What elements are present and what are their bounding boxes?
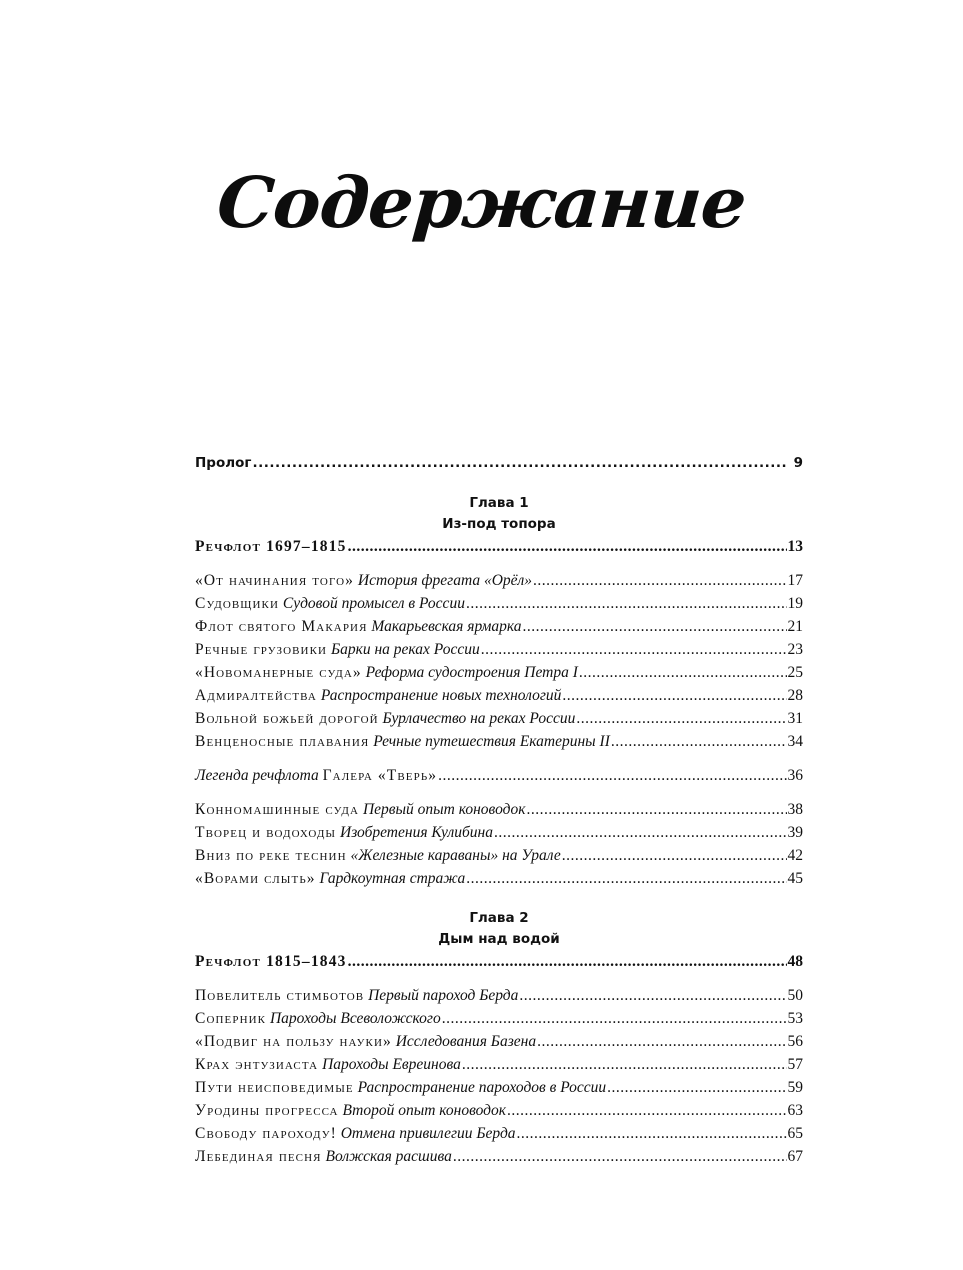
- dot-leader: [537, 1030, 786, 1053]
- dot-leader: [607, 1076, 786, 1099]
- dot-leader: [438, 764, 786, 787]
- toc-entry[interactable]: [195, 569, 803, 592]
- dot-leader: [562, 844, 787, 867]
- chapter-2-title: Дым над водой: [438, 931, 560, 947]
- toc-entry[interactable]: [195, 1145, 803, 1168]
- toc-entry[interactable]: [195, 638, 803, 661]
- page-number: 63: [787, 1102, 803, 1119]
- toc-entry[interactable]: [195, 730, 803, 753]
- toc-entry[interactable]: [195, 867, 803, 890]
- toc-entry[interactable]: [195, 592, 803, 615]
- entry-subtitle: Речные путешествия Екатерины II: [373, 733, 610, 750]
- entry-subtitle: Гардкоутная стража: [319, 870, 466, 887]
- entry-heading: Речные грузовики: [195, 641, 328, 658]
- dot-leader: [579, 661, 787, 684]
- dot-leader: [522, 615, 786, 638]
- entry-subtitle: Пароходы Всеволожского: [269, 1010, 441, 1027]
- page-number: 9: [793, 455, 803, 471]
- page-number: 38: [787, 801, 803, 818]
- dot-leader: [562, 684, 786, 707]
- entry-heading: Свободу пароходу!: [195, 1125, 337, 1142]
- dot-leader: [348, 535, 787, 558]
- page-number: 67: [787, 1148, 803, 1165]
- dot-leader: [453, 1145, 787, 1168]
- page-number: 19: [787, 595, 803, 612]
- entry-subtitle: Изобретения Кулибина: [340, 824, 493, 841]
- entry-subtitle: Первый опыт коноводок: [362, 801, 526, 818]
- entry-heading: «Ворами слыть»: [195, 870, 316, 887]
- entry-subtitle: Волжская расшива: [325, 1148, 452, 1165]
- dot-leader: [576, 707, 786, 730]
- dot-leader: [466, 867, 786, 890]
- chapter-2-number: Глава 2: [469, 910, 529, 926]
- page-title: Содержание: [214, 161, 749, 244]
- overview-label: Речфлот 1815–1843: [195, 953, 347, 970]
- dot-leader: [481, 638, 787, 661]
- prologue-label: Пролог: [195, 455, 252, 471]
- toc-entry[interactable]: [195, 984, 803, 1007]
- entry-heading: Флот святого Макария: [195, 618, 368, 635]
- entry-heading: Крах энтузиаста: [195, 1056, 319, 1073]
- toc-entry[interactable]: [195, 844, 803, 867]
- chapter-1-number: Глава 1: [469, 495, 529, 511]
- dot-leader: [526, 798, 786, 821]
- entry-heading: Вольной божьей дорогой: [195, 710, 379, 727]
- entry-subtitle: Пароходы Евреинова: [322, 1056, 461, 1073]
- page-number: 34: [787, 733, 803, 750]
- entry-subtitle: Реформа судостроения Петра I: [365, 664, 578, 681]
- entry-subtitle: Первый пароход Берда: [368, 987, 519, 1004]
- table-of-contents: [195, 452, 803, 1168]
- toc-entry[interactable]: [195, 684, 803, 707]
- page-number: 17: [787, 572, 803, 589]
- page-number: 59: [787, 1079, 803, 1096]
- dot-leader: [462, 1053, 787, 1076]
- entry-subtitle: Распространение новых технологий: [320, 687, 562, 704]
- entry-heading: Венценосные плавания: [195, 733, 370, 750]
- page-number: 36: [787, 767, 803, 784]
- dot-leader: [466, 592, 787, 615]
- toc-prologue[interactable]: [195, 452, 803, 475]
- page-number: 65: [787, 1125, 803, 1142]
- page-number: 21: [787, 618, 803, 635]
- page-number: 53: [787, 1010, 803, 1027]
- entry-heading: Адмиралтейства: [195, 687, 317, 704]
- dot-leader: [348, 950, 787, 973]
- entry-heading: Вниз по реке теснин: [195, 847, 347, 864]
- toc-entry[interactable]: [195, 1007, 803, 1030]
- dot-leader: [494, 821, 787, 844]
- entry-subtitle: История фрегата «Орёл»: [357, 572, 533, 589]
- toc-entry[interactable]: [195, 707, 803, 730]
- dot-leader: [517, 1122, 787, 1145]
- toc-entry[interactable]: [195, 615, 803, 638]
- entry-subtitle: Судовой промысел в России: [282, 595, 465, 612]
- toc-entry[interactable]: [195, 1099, 803, 1122]
- entry-heading: Уродины прогресса: [195, 1102, 339, 1119]
- entry-subtitle: Исследования Базена: [395, 1033, 537, 1050]
- toc-entry[interactable]: [195, 1030, 803, 1053]
- toc-entry[interactable]: [195, 661, 803, 684]
- page-number: 28: [787, 687, 803, 704]
- dot-leader: [611, 730, 787, 753]
- toc-entry[interactable]: [195, 1053, 803, 1076]
- entry-heading: Судовщики: [195, 595, 280, 612]
- entry-subtitle: Второй опыт коноводок: [342, 1102, 507, 1119]
- entry-heading: Галера «Тверь»: [322, 767, 438, 784]
- toc-entry-legend[interactable]: [195, 764, 803, 787]
- page-number: 56: [787, 1033, 803, 1050]
- dot-leader: [252, 452, 788, 475]
- entry-subtitle: Отмена привилегии Берда: [340, 1125, 516, 1142]
- page-number: 42: [787, 847, 803, 864]
- entry-heading: «Подвиг на пользу науки»: [195, 1033, 392, 1050]
- toc-entry[interactable]: [195, 1076, 803, 1099]
- toc-chapter-1-overview[interactable]: [195, 535, 803, 558]
- entry-subtitle: Барки на реках России: [330, 641, 480, 658]
- entry-heading: «От начинания того»: [195, 572, 355, 589]
- entry-subtitle: Легенда речфлота: [195, 767, 319, 784]
- entry-heading: Лебединая песня: [195, 1148, 322, 1165]
- toc-entry[interactable]: [195, 1122, 803, 1145]
- entry-heading: Соперник: [195, 1010, 267, 1027]
- page-number: 57: [787, 1056, 803, 1073]
- entry-heading: «Новоманерные суда»: [195, 664, 362, 681]
- dot-leader: [442, 1007, 787, 1030]
- dot-leader: [507, 1099, 786, 1122]
- page-number: 31: [787, 710, 803, 727]
- entry-subtitle: «Железные караваны» на Урале: [350, 847, 561, 864]
- entry-heading: Пути неисповедимые: [195, 1079, 354, 1096]
- page-number: 39: [787, 824, 803, 841]
- chapter-1-title: Из-под топора: [442, 516, 556, 532]
- dot-leader: [519, 984, 786, 1007]
- toc-entry[interactable]: [195, 798, 803, 821]
- entry-heading: Повелитель стимботов: [195, 987, 365, 1004]
- overview-label: Речфлот 1697–1815: [195, 538, 347, 555]
- page-number: 13: [787, 538, 803, 555]
- page-number: 45: [787, 870, 803, 887]
- toc-chapter-2-overview[interactable]: [195, 950, 803, 973]
- entry-subtitle: Бурлачество на реках России: [382, 710, 576, 727]
- entry-heading: Конномашинные суда: [195, 801, 360, 818]
- toc-entry[interactable]: [195, 821, 803, 844]
- entry-subtitle: Макарьевская ярмарка: [371, 618, 522, 635]
- page-number: 48: [787, 953, 803, 970]
- page-number: 23: [787, 641, 803, 658]
- dot-leader: [533, 569, 786, 592]
- page-number: 50: [787, 987, 803, 1004]
- entry-subtitle: Распространение пароходов в России: [357, 1079, 607, 1096]
- page-number: 25: [787, 664, 803, 681]
- entry-heading: Творец и водоходы: [195, 824, 337, 841]
